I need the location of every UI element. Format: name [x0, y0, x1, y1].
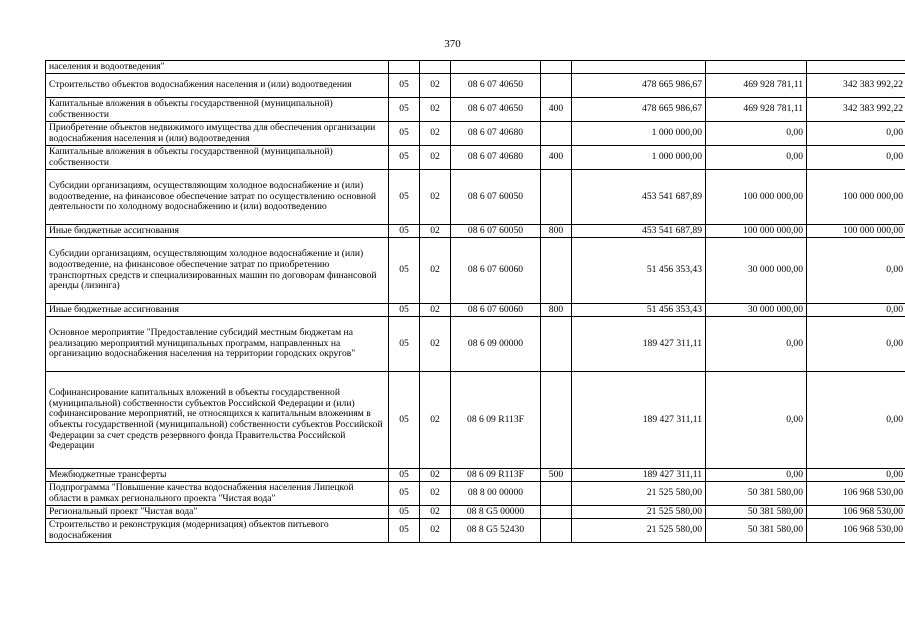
cell-target-article: 08 6 07 60060: [451, 304, 541, 317]
cell-expense-type: [541, 372, 572, 469]
cell-expense-type: [541, 122, 572, 146]
cell-name: Межбюджетные трансферты: [46, 469, 389, 482]
cell-section: 05: [389, 519, 420, 543]
cell-expense-type: [541, 238, 572, 304]
cell-subsection: 02: [420, 317, 451, 372]
cell-name: Софинансирование капитальных вложений в объекты государственной (муниципальной) собственности субъектов Российской Федерации и (или) софинансирование мероприятий, не относящихся к капитальным вложениям в объекты государственной (муниципальной) собственности субъектов Российской Федерации за счет средств резервного фонда Правительства Российской Федерации: [46, 372, 389, 469]
cell-target-article: 08 8 G5 52430: [451, 519, 541, 543]
cell-amount-year-3: 0,00: [807, 304, 905, 317]
cell-amount-year-2: 50 381 580,00: [706, 506, 807, 519]
cell-amount-year-1: 51 456 353,43: [572, 304, 706, 317]
cell-amount-year-2: 30 000 000,00: [706, 304, 807, 317]
cell-target-article: 08 6 07 60060: [451, 238, 541, 304]
cell-amount-year-3: [807, 61, 905, 74]
cell-amount-year-3: 0,00: [807, 122, 905, 146]
cell-subsection: 02: [420, 482, 451, 506]
cell-target-article: 08 6 07 40650: [451, 98, 541, 122]
cell-amount-year-3: 342 383 992,22: [807, 74, 905, 98]
cell-name: Капитальные вложения в объекты государственной (муниципальной) собственности: [46, 146, 389, 170]
cell-subsection: 02: [420, 304, 451, 317]
cell-amount-year-3: 0,00: [807, 372, 905, 469]
cell-expense-type: 800: [541, 304, 572, 317]
cell-amount-year-3: 342 383 992,22: [807, 98, 905, 122]
cell-amount-year-1: 21 525 580,00: [572, 506, 706, 519]
cell-subsection: 02: [420, 506, 451, 519]
cell-expense-type: [541, 74, 572, 98]
cell-name: Иные бюджетные ассигнования: [46, 304, 389, 317]
cell-subsection: 02: [420, 519, 451, 543]
cell-amount-year-1: [572, 61, 706, 74]
cell-amount-year-1: 189 427 311,11: [572, 317, 706, 372]
cell-target-article: 08 8 G5 00000: [451, 506, 541, 519]
cell-section: 05: [389, 74, 420, 98]
table-row: [46, 304, 905, 317]
cell-amount-year-3: 0,00: [807, 317, 905, 372]
cell-expense-type: 400: [541, 146, 572, 170]
cell-amount-year-3: 106 968 530,00: [807, 506, 905, 519]
table-row: [46, 61, 905, 74]
cell-amount-year-1: 189 427 311,11: [572, 469, 706, 482]
cell-amount-year-2: 50 381 580,00: [706, 482, 807, 506]
cell-amount-year-1: 1 000 000,00: [572, 122, 706, 146]
table-row: [46, 170, 905, 225]
cell-amount-year-3: 106 968 530,00: [807, 519, 905, 543]
table-row: [46, 98, 905, 122]
table-row: [46, 146, 905, 170]
budget-table: [45, 60, 905, 543]
cell-amount-year-2: 100 000 000,00: [706, 170, 807, 225]
table-row: [46, 482, 905, 506]
table-row: [46, 469, 905, 482]
cell-amount-year-2: 0,00: [706, 469, 807, 482]
cell-subsection: 02: [420, 122, 451, 146]
cell-section: 05: [389, 225, 420, 238]
cell-expense-type: [541, 170, 572, 225]
table-row: [46, 74, 905, 98]
table-row: [46, 317, 905, 372]
cell-target-article: 08 6 09 00000: [451, 317, 541, 372]
cell-amount-year-2: 469 928 781,11: [706, 98, 807, 122]
cell-subsection: 02: [420, 372, 451, 469]
cell-target-article: 08 6 07 60050: [451, 170, 541, 225]
cell-name: населения и водоотведения": [46, 61, 389, 74]
cell-amount-year-1: 189 427 311,11: [572, 372, 706, 469]
cell-name: Подпрограмма "Повышение качества водоснабжения населения Липецкой области в рамках регионального проекта "Чистая вода": [46, 482, 389, 506]
table-row: [46, 238, 905, 304]
cell-amount-year-2: 469 928 781,11: [706, 74, 807, 98]
cell-target-article: 08 6 07 40680: [451, 146, 541, 170]
cell-name: Иные бюджетные ассигнования: [46, 225, 389, 238]
cell-name: Строительство объектов водоснабжения населения и (или) водоотведения: [46, 74, 389, 98]
cell-amount-year-2: 0,00: [706, 146, 807, 170]
cell-subsection: [420, 61, 451, 74]
cell-target-article: 08 6 07 40680: [451, 122, 541, 146]
cell-section: 05: [389, 238, 420, 304]
cell-subsection: 02: [420, 98, 451, 122]
cell-section: 05: [389, 98, 420, 122]
cell-subsection: 02: [420, 469, 451, 482]
cell-section: 05: [389, 506, 420, 519]
cell-amount-year-1: 453 541 687,89: [572, 170, 706, 225]
cell-name: Региональный проект "Чистая вода": [46, 506, 389, 519]
cell-name: Субсидии организациям, осуществляющим холодное водоснабжение и (или) водоотведение, на финансовое обеспечение затрат по приобретению транспортных средств и специализированных машин по договорам финансовой аренды (лизинга): [46, 238, 389, 304]
cell-amount-year-2: 50 381 580,00: [706, 519, 807, 543]
cell-section: 05: [389, 482, 420, 506]
cell-section: 05: [389, 170, 420, 225]
cell-amount-year-2: 30 000 000,00: [706, 238, 807, 304]
cell-name: Капитальные вложения в объекты государственной (муниципальной) собственности: [46, 98, 389, 122]
cell-section: 05: [389, 304, 420, 317]
cell-section: 05: [389, 372, 420, 469]
cell-amount-year-1: 21 525 580,00: [572, 519, 706, 543]
cell-amount-year-3: 0,00: [807, 238, 905, 304]
table-row: [46, 519, 905, 543]
cell-amount-year-1: 21 525 580,00: [572, 482, 706, 506]
table-row: [46, 225, 905, 238]
cell-subsection: 02: [420, 170, 451, 225]
cell-amount-year-2: 100 000 000,00: [706, 225, 807, 238]
cell-name: Субсидии организациям, осуществляющим холодное водоснабжение и (или) водоотведение, на финансовое обеспечение затрат по осуществлению основной деятельности по холодному водоснабжению и (или) водоотведению: [46, 170, 389, 225]
cell-target-article: 08 6 09 R113F: [451, 372, 541, 469]
table-body: [46, 61, 905, 543]
cell-expense-type: 400: [541, 98, 572, 122]
cell-target-article: 08 8 00 00000: [451, 482, 541, 506]
table-row: [46, 506, 905, 519]
cell-expense-type: [541, 519, 572, 543]
cell-expense-type: [541, 482, 572, 506]
cell-name: Строительство и реконструкция (модернизация) объектов питьевого водоснабжения: [46, 519, 389, 543]
cell-section: 05: [389, 122, 420, 146]
cell-amount-year-1: 1 000 000,00: [572, 146, 706, 170]
cell-expense-type: [541, 317, 572, 372]
cell-target-article: 08 6 07 60050: [451, 225, 541, 238]
cell-expense-type: 800: [541, 225, 572, 238]
cell-amount-year-1: 478 665 986,67: [572, 98, 706, 122]
cell-name: Основное мероприятие "Предоставление субсидий местным бюджетам на реализацию мероприятий муниципальных программ, направленных на организацию водоснабжения населения на территории городских округов": [46, 317, 389, 372]
cell-section: [389, 61, 420, 74]
cell-target-article: 08 6 09 R113F: [451, 469, 541, 482]
cell-amount-year-3: 106 968 530,00: [807, 482, 905, 506]
cell-amount-year-3: 100 000 000,00: [807, 170, 905, 225]
cell-target-article: [451, 61, 541, 74]
cell-amount-year-2: 0,00: [706, 317, 807, 372]
cell-subsection: 02: [420, 74, 451, 98]
cell-subsection: 02: [420, 238, 451, 304]
cell-amount-year-1: 453 541 687,89: [572, 225, 706, 238]
cell-amount-year-3: 0,00: [807, 469, 905, 482]
cell-section: 05: [389, 469, 420, 482]
cell-subsection: 02: [420, 225, 451, 238]
cell-expense-type: [541, 506, 572, 519]
cell-amount-year-1: 51 456 353,43: [572, 238, 706, 304]
cell-amount-year-3: 100 000 000,00: [807, 225, 905, 238]
cell-amount-year-1: 478 665 986,67: [572, 74, 706, 98]
cell-amount-year-2: [706, 61, 807, 74]
table-row: [46, 122, 905, 146]
cell-section: 05: [389, 146, 420, 170]
cell-expense-type: [541, 61, 572, 74]
cell-target-article: 08 6 07 40650: [451, 74, 541, 98]
cell-name: Приобретение объектов недвижимого имущества для обеспечения организации водоснабжения населения и (или) водоотведения: [46, 122, 389, 146]
cell-subsection: 02: [420, 146, 451, 170]
cell-amount-year-2: 0,00: [706, 372, 807, 469]
cell-expense-type: 500: [541, 469, 572, 482]
table-row: [46, 372, 905, 469]
cell-amount-year-3: 0,00: [807, 146, 905, 170]
cell-section: 05: [389, 317, 420, 372]
cell-amount-year-2: 0,00: [706, 122, 807, 146]
page-number: 370: [444, 38, 461, 50]
